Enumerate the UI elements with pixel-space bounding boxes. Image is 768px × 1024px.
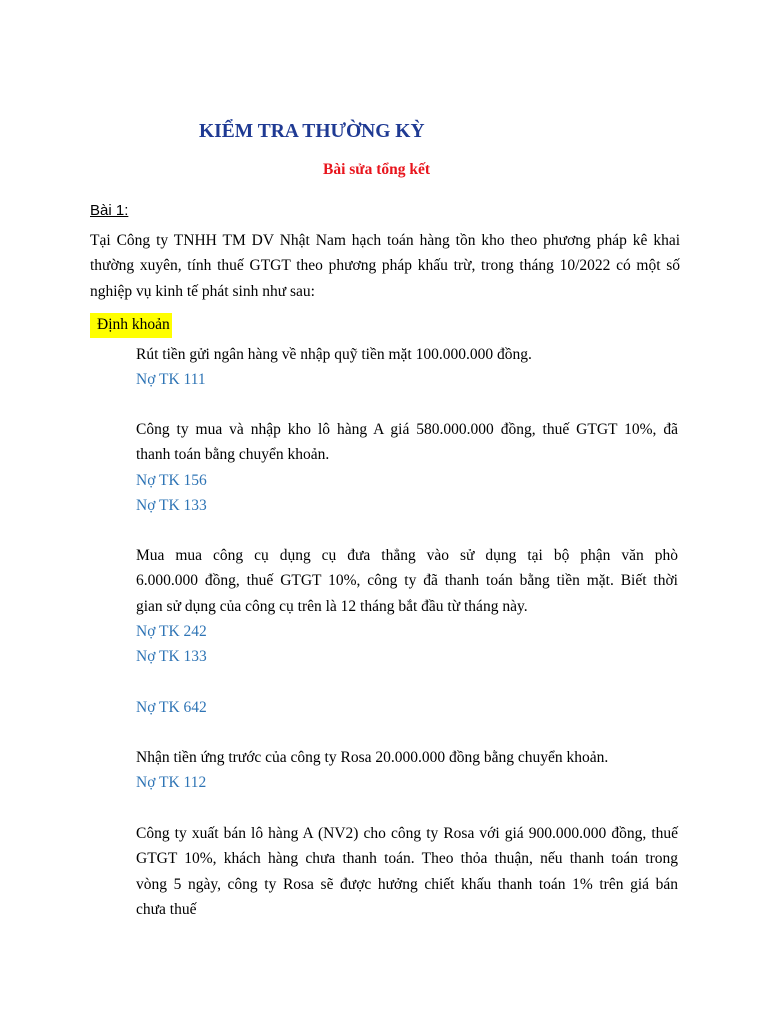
transaction-text: Rút tiền gửi ngân hàng về nhập quỹ tiền mặt 100.000.000 đồng. <box>136 346 532 363</box>
transaction-text: gian sử dụng của công cụ trên là 12 tháng bắt đầu từ tháng này. <box>136 597 528 615</box>
transaction-1 <box>136 342 678 393</box>
journal-entry: Nợ TK 112 <box>136 774 207 792</box>
transaction-3 <box>136 543 678 720</box>
journal-entry: Nợ TK 111 <box>136 371 206 389</box>
blank-line <box>136 669 678 694</box>
transaction-text: thanh toán bằng chuyển khoản. <box>136 446 330 464</box>
intro-line: thường xuyên, tính thuế GTGT theo phương pháp khấu trừ, trong tháng 10/2022 có một số <box>90 257 680 275</box>
journal-entry: Nợ TK 156 <box>136 471 207 489</box>
intro-line: nghiệp vụ kinh tế phát sinh như sau: <box>90 282 315 300</box>
document-title: KIỂM TRA THƯỜNG KỲ <box>199 121 425 142</box>
transaction-text: vòng 5 ngày, công ty Rosa sẽ được hưởng chiết khấu thanh toán 1% trên giá bán <box>136 875 678 893</box>
document-subtitle: Bài sửa tổng kết <box>323 161 431 178</box>
transaction-5 <box>136 821 678 922</box>
intro-paragraph <box>90 228 680 304</box>
journal-entry: Nợ TK 133 <box>136 496 207 514</box>
journal-entry: Nợ TK 242 <box>136 622 207 640</box>
transaction-text: Mua mua công cụ dụng cụ đưa thẳng vào sử dụng tại bộ phận văn phò <box>136 547 678 564</box>
transaction-2 <box>136 417 678 518</box>
intro-line: Tại Công ty TNHH TM DV Nhật Nam hạch toán hàng tồn kho theo phương pháp kê khai <box>90 232 680 249</box>
transaction-text: chưa thuế <box>136 900 197 918</box>
transaction-text: 6.000.000 đồng, thuế GTGT 10%, công ty đã thanh toán bằng tiền mặt. Biết thời <box>136 572 678 590</box>
transaction-text: Công ty xuất bán lô hàng A (NV2) cho công ty Rosa với giá 900.000.000 đồng, thuế <box>136 825 678 842</box>
transaction-text: Công ty mua và nhập kho lô hàng A giá 580.000.000 đồng, thuế GTGT 10%, đã <box>136 421 678 438</box>
transaction-4 <box>136 745 678 796</box>
journal-entry: Nợ TK 133 <box>136 648 207 666</box>
transaction-text: Nhận tiền ứng trước của công ty Rosa 20.000.000 đồng bằng chuyển khoản. <box>136 749 609 766</box>
transaction-text: GTGT 10%, khách hàng chưa thanh toán. Theo thỏa thuận, nếu thanh toán trong <box>136 850 678 868</box>
exercise-label: Bài 1: <box>90 202 129 219</box>
section-heading-highlight: Định khoản <box>90 313 172 338</box>
journal-entry: Nợ TK 642 <box>136 698 207 716</box>
